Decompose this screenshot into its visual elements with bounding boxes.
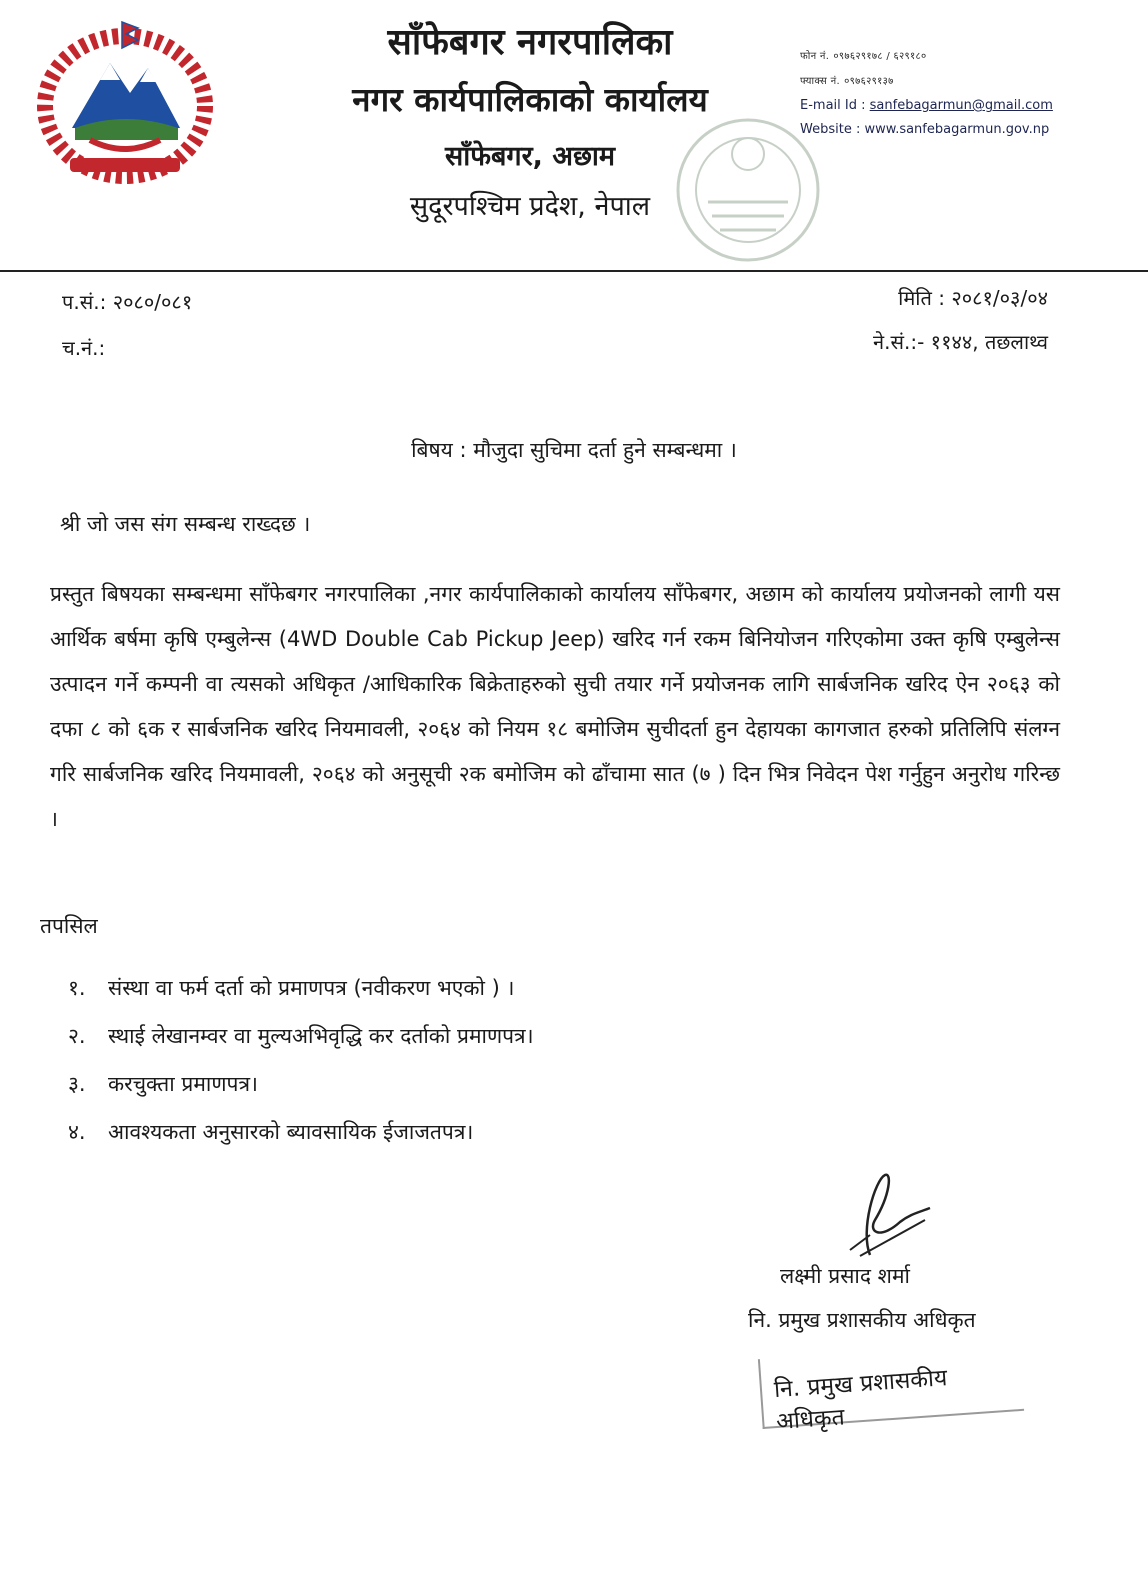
phone-line (800, 44, 1053, 69)
signatory-name: लक्ष्मी प्रसाद शर्मा (780, 1264, 910, 1288)
website-line (800, 118, 1053, 142)
phone-value: ०९७६२९१७८ / ६२९१८० (833, 51, 927, 62)
letter-number: प.सं.: २०८०/०८१ (62, 290, 193, 314)
list-item (68, 964, 534, 1012)
list-item (68, 1012, 534, 1060)
salutation: श्री जो जस संग सम्बन्ध राख्दछ । (60, 512, 311, 536)
list-text: करचुक्ता प्रमाणपत्र। (108, 1072, 258, 1096)
fax-label: फ्याक्स नं. (800, 76, 840, 87)
signatory-title: नि. प्रमुख प्रशासकीय अधिकृत (748, 1308, 976, 1332)
list-number: २. (68, 1024, 86, 1048)
office-location: साँफेबगर, अछाम (444, 141, 616, 172)
province-country: सुदूरपश्चिम प्रदेश, नेपाल (409, 191, 651, 222)
list-number: ३. (68, 1072, 86, 1096)
required-documents-list (68, 964, 534, 1156)
nepal-sambat-date: ने.सं.:- ११४४, तछलाथ्व (873, 330, 1048, 354)
designation-stamp (758, 1341, 1024, 1436)
list-text: आवश्यकता अनुसारको ब्यावसायिक ईजाजतपत्र। (108, 1120, 474, 1144)
body-paragraph: प्रस्तुत बिषयका सम्बन्धमा साँफेबगर नगरपालिका ,नगर कार्यपालिकाको कार्यालय साँफेबगर, अछाम को कार्यालय प्रयोजनको लागी यस आर्थिक बर्षमा कृषि एम्बुलेन्स (4WD Double Cab Pickup Jeep) खरिद गर्न रकम बिनियोजन गरिएकोमा उक्त कृषि एम्बुलेन्स उत्पादन गर्ने कम्पनी वा त्यसको अधिकृत /आधिकारिक बिक्रेताहरुको सुची तयार गर्ने प्रयोजनक लागि सार्बजनिक खरिद ऐन २०६३ को दफा ८ को ६क र सार्बजनिक खरिद नियमावली, २०६४ को नियम १८ बमोजिम सुचीदर्ता हुन देहायका कागजात हरुको प्रतिलिपि संलग्न गरि सार्बजनिक खरिद नियमावली, २०६४ को अनुसूची २क बमोजिम को ढाँचामा सात (७ ) दिन भित्र निवेदन पेश गर्नुहुन अनुरोध गरिन्छ । (50, 582, 1060, 831)
phone-label: फोन नं. (800, 51, 830, 62)
nepal-emblem-logo (30, 18, 220, 186)
fax-value: ०९७६२९१३७ (844, 76, 894, 87)
stamp-text: नि. प्रमुख प्रशासकीय अधिकृत (773, 1365, 949, 1436)
contact-block (800, 44, 1053, 142)
email-link[interactable]: sanfebagarmun@gmail.com (869, 98, 1053, 113)
handwritten-signature (830, 1160, 940, 1270)
office-seal-stamp (668, 110, 828, 270)
letter-subject: बिषय : मौजुदा सुचिमा दर्ता हुने सम्बन्धमा । (411, 438, 737, 462)
letter-date: मिति : २०८१/०३/०४ (898, 286, 1048, 310)
list-item (68, 1108, 534, 1156)
fax-line (800, 69, 1053, 94)
email-label: E-mail Id : (800, 98, 866, 113)
dispatch-number: च.नं.: (62, 336, 106, 360)
website-label: Website : (800, 122, 861, 137)
list-text: स्थाई लेखानम्वर वा मुल्यअभिवृद्धि कर दर्ताको प्रमाणपत्र। (108, 1024, 534, 1048)
list-number: ४. (68, 1120, 86, 1144)
list-text: संस्था वा फर्म दर्ता को प्रमाणपत्र (नवीकरण भएको ) । (108, 976, 515, 1000)
office-name: नगर कार्यपालिकाको कार्यालय (352, 80, 708, 119)
list-number: १. (68, 976, 86, 1000)
website-link[interactable]: www.sanfebagarmun.gov.np (864, 122, 1050, 137)
tapasil-heading: तपसिल (40, 914, 98, 938)
email-line (800, 94, 1053, 118)
header-divider (0, 270, 1148, 272)
list-item (68, 1060, 534, 1108)
municipality-name: साँफेबगर नगरपालिका (387, 22, 673, 63)
